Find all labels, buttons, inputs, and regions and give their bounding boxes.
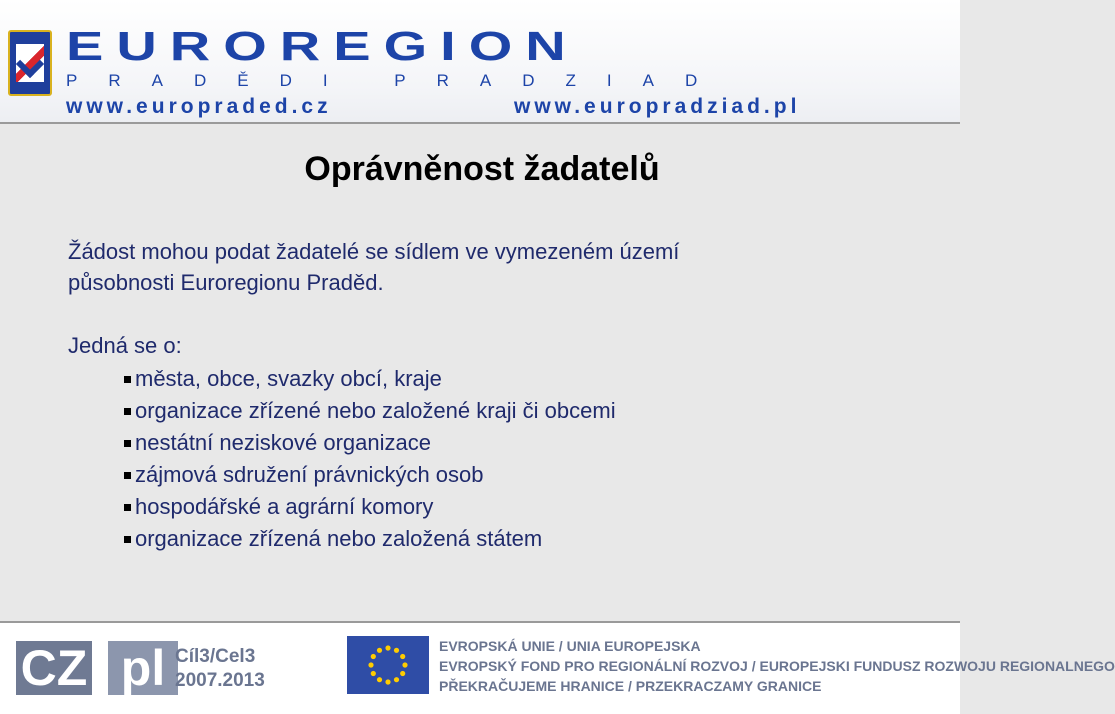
list-item (124, 363, 616, 395)
square-bullet-icon (124, 472, 131, 479)
program-label (175, 645, 265, 693)
list-item (124, 459, 616, 491)
intro-line: působnosti Euroregionu Praděd. (68, 270, 384, 295)
square-bullet-icon (124, 440, 131, 447)
header-banner (0, 0, 960, 124)
eu-funding-text (439, 636, 1115, 696)
eu-stars-icon (347, 636, 429, 694)
list-item-label: zájmová sdružení právnických osob (135, 462, 484, 487)
list-item-label: organizace zřízené nebo založené kraji či obcemi (135, 398, 616, 423)
intro-paragraph (68, 236, 888, 298)
url-pl[interactable]: www.europradziad.pl (514, 95, 801, 118)
list-item-label: organizace zřízená nebo založená státem (135, 526, 543, 551)
square-bullet-icon (124, 376, 131, 383)
brand-title: EUROREGION (66, 23, 579, 69)
logo-pl: pl (108, 641, 178, 695)
eu-motto-label: PŘEKRAČUJEME HRANICE / PRZEKRACZAMY GRANICE (439, 678, 822, 694)
eu-flag-icon (347, 636, 429, 694)
square-bullet-icon (124, 536, 131, 543)
intro-line: Žádost mohou podat žadatelé se sídlem ve vymezeném území (68, 239, 680, 264)
euroregion-logo-icon (8, 30, 52, 96)
program-period: 2007.2013 (175, 670, 265, 691)
brand-subtitle: PRADĚDI PRADZIAD (66, 71, 729, 90)
list-item (124, 523, 616, 555)
list-item-label: města, obce, svazky obcí, kraje (135, 366, 442, 391)
slide-title: Oprávněnost žadatelů (304, 150, 660, 188)
header-divider (0, 122, 960, 124)
eu-fund-label: EVROPSKÝ FOND PRO REGIONÁLNÍ ROZVOJ / EUROPEJSKI FUNDUSZ ROZWOJU REGIONALNEGO (439, 658, 1115, 674)
applicant-list (124, 363, 616, 555)
list-item (124, 395, 616, 427)
square-bullet-icon (124, 504, 131, 511)
list-item (124, 427, 616, 459)
url-cz[interactable]: www.europraded.cz (66, 95, 332, 118)
footer-banner (0, 623, 1115, 714)
eu-union-label: EVROPSKÁ UNIE / UNIA EUROPEJSKA (439, 638, 701, 654)
list-item-label: hospodářské a agrární komory (135, 494, 434, 519)
program-goal: Cíl3/Cel3 (175, 646, 256, 667)
list-heading: Jedná se o: (68, 333, 182, 358)
square-bullet-icon (124, 408, 131, 415)
list-item-label: nestátní neziskové organizace (135, 430, 431, 455)
logo-cz: CZ (16, 641, 92, 695)
list-item (124, 491, 616, 523)
